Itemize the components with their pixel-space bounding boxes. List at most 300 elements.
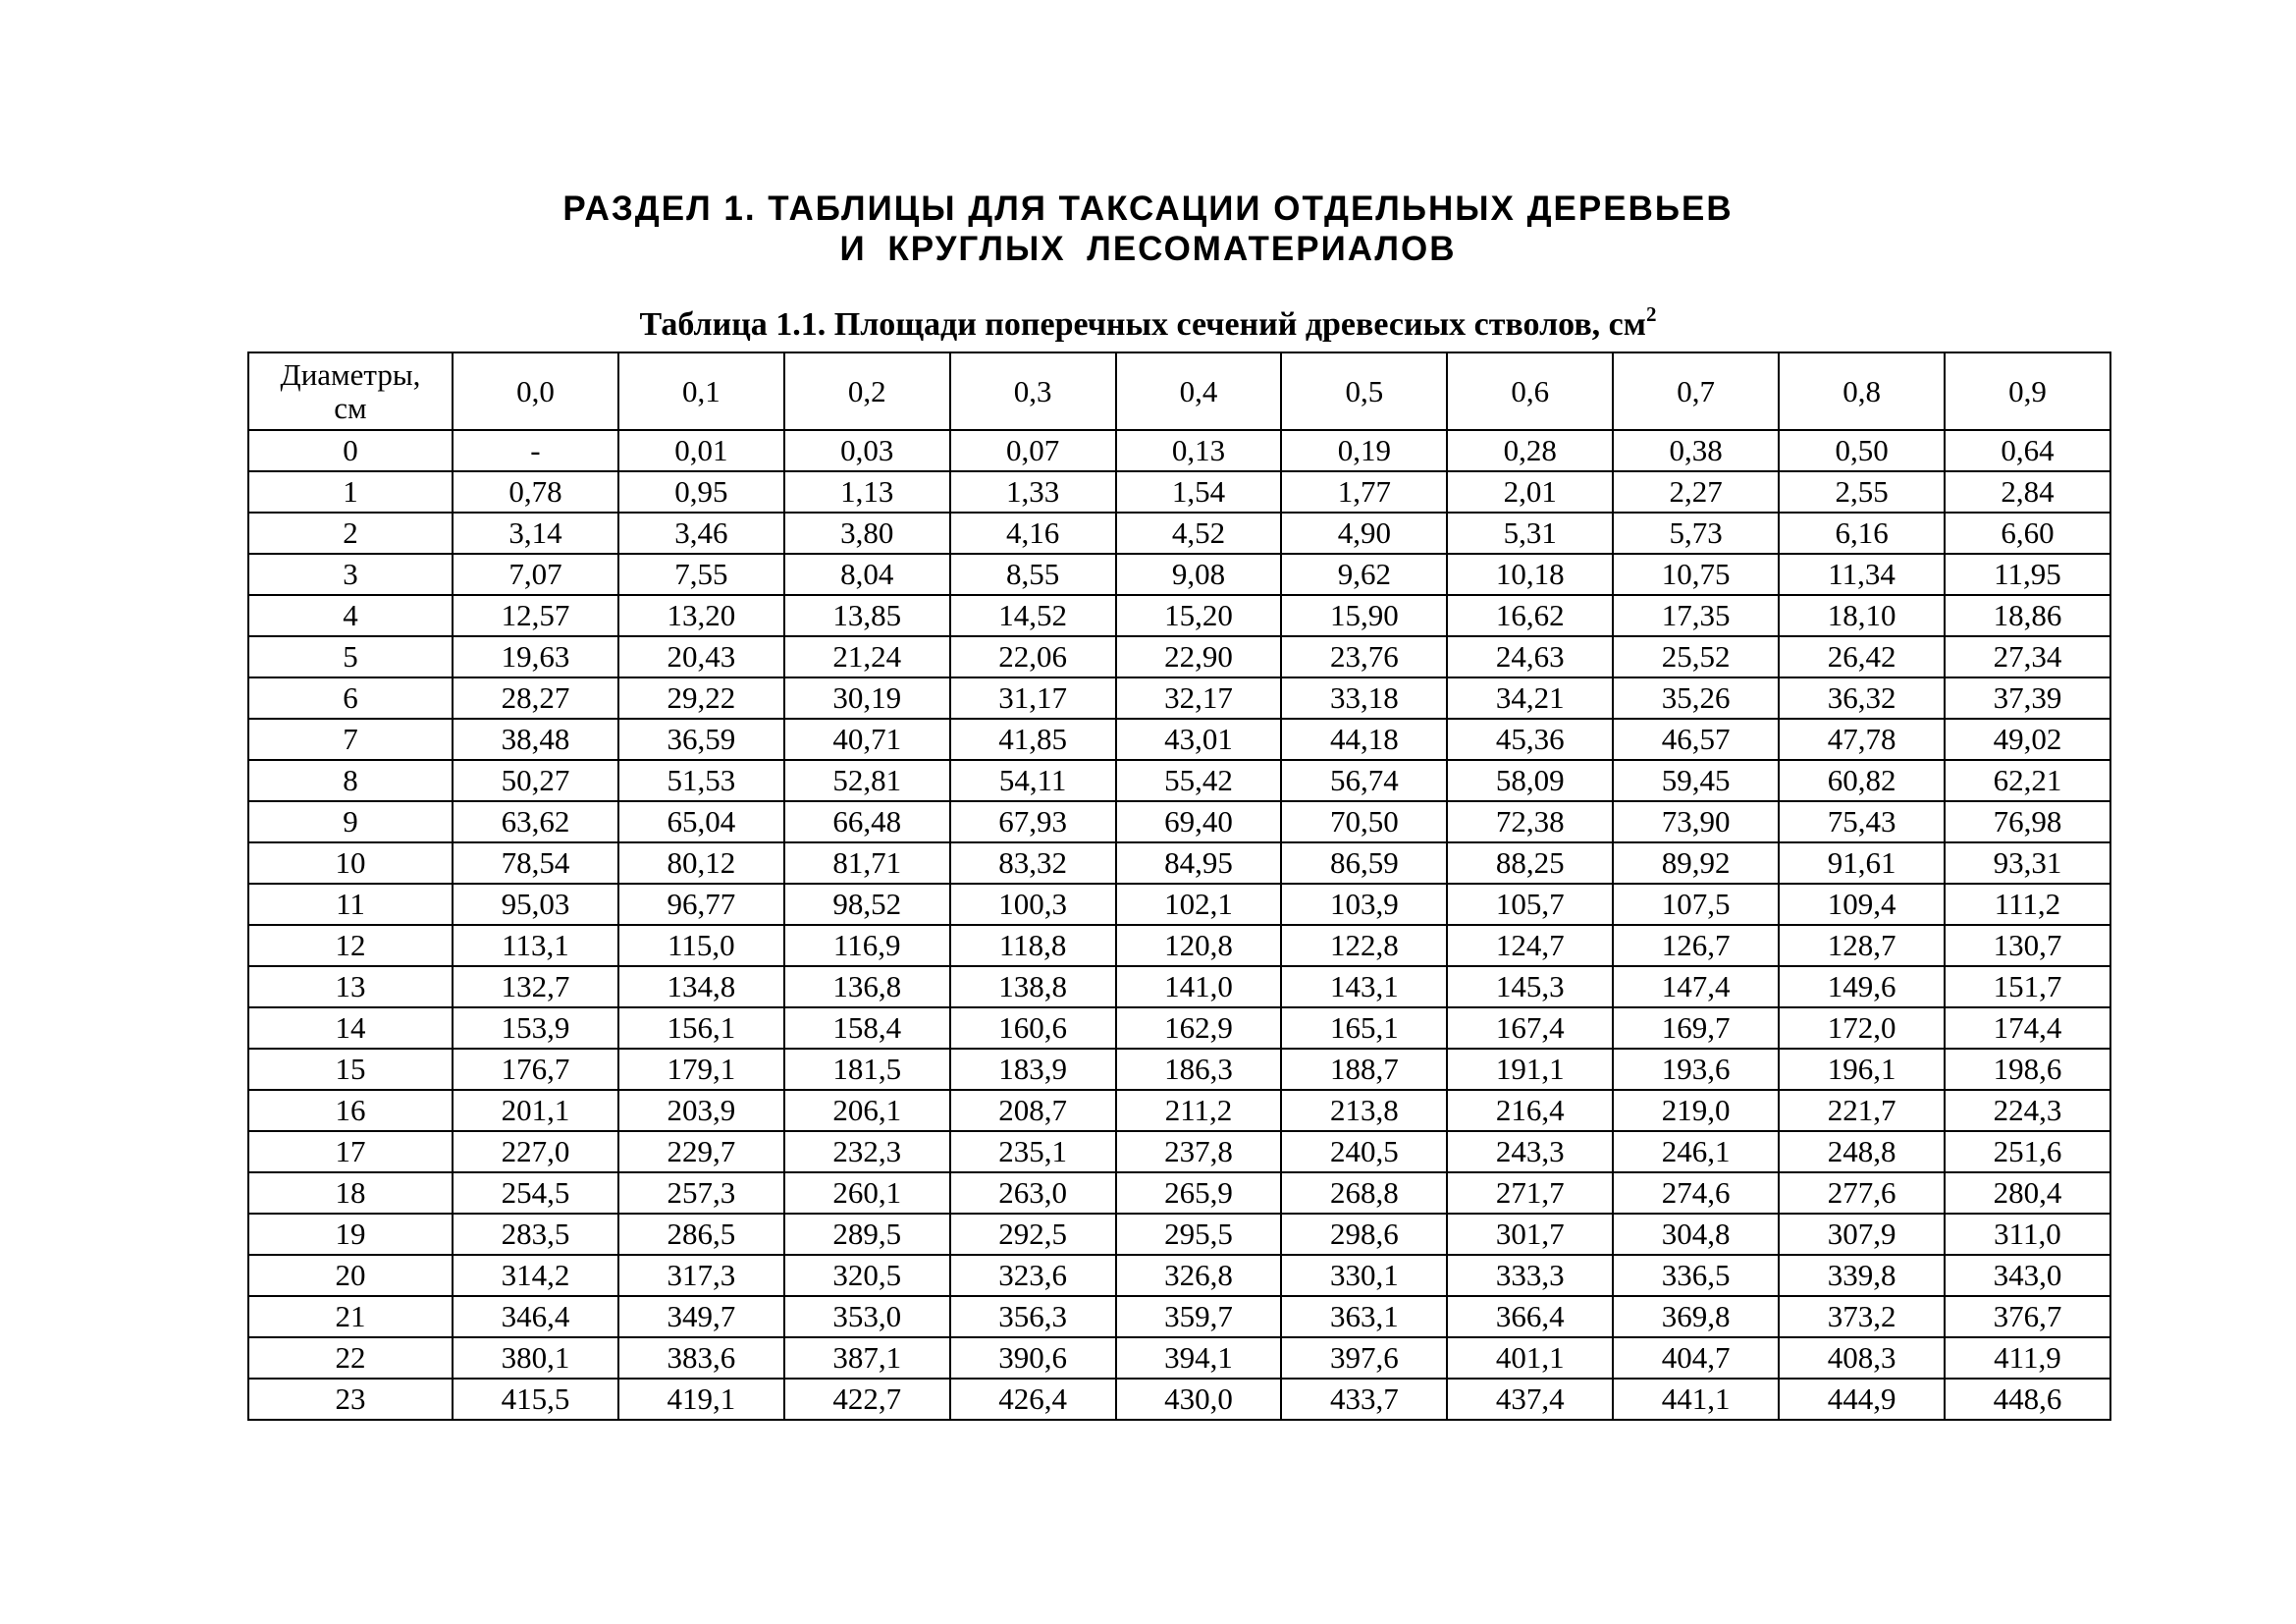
fraction-column-header: 0,6 — [1447, 352, 1613, 430]
area-value-cell: 174,4 — [1945, 1007, 2110, 1049]
table-row — [248, 1131, 2110, 1172]
area-value-cell: 397,6 — [1281, 1337, 1447, 1379]
area-value-cell: 141,0 — [1116, 966, 1282, 1007]
table-header-row — [248, 352, 2110, 430]
table-row — [248, 1214, 2110, 1255]
area-value-cell: 138,8 — [950, 966, 1116, 1007]
area-value-cell: 0,01 — [618, 430, 784, 471]
table-row — [248, 513, 2110, 554]
area-value-cell: 80,12 — [618, 842, 784, 884]
area-value-cell: 8,55 — [950, 554, 1116, 595]
area-value-cell: 102,1 — [1116, 884, 1282, 925]
area-value-cell: 34,21 — [1447, 677, 1613, 719]
area-value-cell: 120,8 — [1116, 925, 1282, 966]
area-value-cell: 95,03 — [453, 884, 618, 925]
area-value-cell: 3,14 — [453, 513, 618, 554]
diameter-cell: 15 — [248, 1049, 453, 1090]
area-value-cell: 70,50 — [1281, 801, 1447, 842]
area-value-cell: 31,17 — [950, 677, 1116, 719]
area-value-cell: 4,90 — [1281, 513, 1447, 554]
diameter-cell: 21 — [248, 1296, 453, 1337]
table-row — [248, 801, 2110, 842]
area-value-cell: 349,7 — [618, 1296, 784, 1337]
diameter-cell: 2 — [248, 513, 453, 554]
area-value-cell: 323,6 — [950, 1255, 1116, 1296]
area-value-cell: 29,22 — [618, 677, 784, 719]
area-value-cell: 229,7 — [618, 1131, 784, 1172]
area-value-cell: 0,28 — [1447, 430, 1613, 471]
area-value-cell: 373,2 — [1779, 1296, 1945, 1337]
fraction-column-header: 0,0 — [453, 352, 618, 430]
area-value-cell: 46,57 — [1613, 719, 1779, 760]
area-value-cell: 221,7 — [1779, 1090, 1945, 1131]
area-value-cell: 254,5 — [453, 1172, 618, 1214]
area-value-cell: 176,7 — [453, 1049, 618, 1090]
fraction-column-header: 0,5 — [1281, 352, 1447, 430]
area-value-cell: 28,27 — [453, 677, 618, 719]
diameter-cell: 22 — [248, 1337, 453, 1379]
area-value-cell: 18,10 — [1779, 595, 1945, 636]
cross-section-area-table — [247, 352, 2111, 1421]
area-value-cell: 50,27 — [453, 760, 618, 801]
area-value-cell: 383,6 — [618, 1337, 784, 1379]
diameter-cell: 20 — [248, 1255, 453, 1296]
area-value-cell: 235,1 — [950, 1131, 1116, 1172]
area-value-cell: 158,4 — [784, 1007, 950, 1049]
area-value-cell: 33,18 — [1281, 677, 1447, 719]
area-value-cell: 314,2 — [453, 1255, 618, 1296]
area-value-cell: 0,50 — [1779, 430, 1945, 471]
area-value-cell: 11,95 — [1945, 554, 2110, 595]
area-value-cell: 69,40 — [1116, 801, 1282, 842]
area-value-cell: 124,7 — [1447, 925, 1613, 966]
fraction-column-header: 0,7 — [1613, 352, 1779, 430]
table-row — [248, 1172, 2110, 1214]
area-value-cell: 55,42 — [1116, 760, 1282, 801]
area-value-cell: 408,3 — [1779, 1337, 1945, 1379]
area-value-cell: 0,03 — [784, 430, 950, 471]
area-value-cell: 246,1 — [1613, 1131, 1779, 1172]
area-value-cell: 93,31 — [1945, 842, 2110, 884]
area-value-cell: 0,38 — [1613, 430, 1779, 471]
area-value-cell: 311,0 — [1945, 1214, 2110, 1255]
area-value-cell: 263,0 — [950, 1172, 1116, 1214]
area-value-cell: 72,38 — [1447, 801, 1613, 842]
area-value-cell: 83,32 — [950, 842, 1116, 884]
diameter-cell: 0 — [248, 430, 453, 471]
area-value-cell: 14,52 — [950, 595, 1116, 636]
area-value-cell: 86,59 — [1281, 842, 1447, 884]
area-value-cell: 422,7 — [784, 1379, 950, 1420]
area-value-cell: 390,6 — [950, 1337, 1116, 1379]
area-value-cell: 268,8 — [1281, 1172, 1447, 1214]
area-value-cell: 36,59 — [618, 719, 784, 760]
area-value-cell: 17,35 — [1613, 595, 1779, 636]
diameter-cell: 16 — [248, 1090, 453, 1131]
diameter-header-unit: см — [334, 390, 367, 425]
area-value-cell: 73,90 — [1613, 801, 1779, 842]
area-value-cell: 0,07 — [950, 430, 1116, 471]
area-value-cell: 8,04 — [784, 554, 950, 595]
area-value-cell: 330,1 — [1281, 1255, 1447, 1296]
table-caption-superscript: 2 — [1645, 302, 1657, 326]
area-value-cell: 15,20 — [1116, 595, 1282, 636]
area-value-cell: 23,76 — [1281, 636, 1447, 677]
area-value-cell: 295,5 — [1116, 1214, 1282, 1255]
fraction-column-header: 0,4 — [1116, 352, 1282, 430]
area-value-cell: 78,54 — [453, 842, 618, 884]
table-row — [248, 842, 2110, 884]
area-value-cell: 65,04 — [618, 801, 784, 842]
area-value-cell: 394,1 — [1116, 1337, 1282, 1379]
area-value-cell: 52,81 — [784, 760, 950, 801]
diameter-header-label: Диаметры, — [280, 356, 421, 392]
area-value-cell: 115,0 — [618, 925, 784, 966]
area-value-cell: 301,7 — [1447, 1214, 1613, 1255]
area-value-cell: 353,0 — [784, 1296, 950, 1337]
area-value-cell: 143,1 — [1281, 966, 1447, 1007]
area-value-cell: 96,77 — [618, 884, 784, 925]
diameter-cell: 3 — [248, 554, 453, 595]
area-value-cell: 118,8 — [950, 925, 1116, 966]
area-value-cell: 151,7 — [1945, 966, 2110, 1007]
diameter-cell: 13 — [248, 966, 453, 1007]
area-value-cell: 232,3 — [784, 1131, 950, 1172]
area-value-cell: 18,86 — [1945, 595, 2110, 636]
area-value-cell: 339,8 — [1779, 1255, 1945, 1296]
area-value-cell: 75,43 — [1779, 801, 1945, 842]
area-value-cell: 6,60 — [1945, 513, 2110, 554]
area-value-cell: 1,54 — [1116, 471, 1282, 513]
area-value-cell: 5,31 — [1447, 513, 1613, 554]
table-row — [248, 925, 2110, 966]
area-value-cell: 156,1 — [618, 1007, 784, 1049]
area-value-cell: 76,98 — [1945, 801, 2110, 842]
area-value-cell: 41,85 — [950, 719, 1116, 760]
area-value-cell: 126,7 — [1613, 925, 1779, 966]
area-value-cell: 426,4 — [950, 1379, 1116, 1420]
area-value-cell: 304,8 — [1613, 1214, 1779, 1255]
area-value-cell: 32,17 — [1116, 677, 1282, 719]
diameter-cell: 7 — [248, 719, 453, 760]
area-value-cell: 105,7 — [1447, 884, 1613, 925]
area-value-cell: 88,25 — [1447, 842, 1613, 884]
area-value-cell: 437,4 — [1447, 1379, 1613, 1420]
area-value-cell: 198,6 — [1945, 1049, 2110, 1090]
diameter-cell: 9 — [248, 801, 453, 842]
area-value-cell: 193,6 — [1613, 1049, 1779, 1090]
area-value-cell: 153,9 — [453, 1007, 618, 1049]
area-value-cell: 1,77 — [1281, 471, 1447, 513]
area-value-cell: 40,71 — [784, 719, 950, 760]
area-value-cell: 433,7 — [1281, 1379, 1447, 1420]
area-value-cell: 21,24 — [784, 636, 950, 677]
area-value-cell: 188,7 — [1281, 1049, 1447, 1090]
area-value-cell: 132,7 — [453, 966, 618, 1007]
area-value-cell: 136,8 — [784, 966, 950, 1007]
area-value-cell: 145,3 — [1447, 966, 1613, 1007]
diameter-cell: 4 — [248, 595, 453, 636]
area-value-cell: 162,9 — [1116, 1007, 1282, 1049]
area-value-cell: 333,3 — [1447, 1255, 1613, 1296]
area-value-cell: 0,95 — [618, 471, 784, 513]
area-value-cell: 128,7 — [1779, 925, 1945, 966]
area-value-cell: 376,7 — [1945, 1296, 2110, 1337]
area-value-cell: 0,64 — [1945, 430, 2110, 471]
table-caption — [0, 302, 2296, 345]
table-body — [248, 430, 2110, 1420]
table-row — [248, 1090, 2110, 1131]
area-value-cell: 401,1 — [1447, 1337, 1613, 1379]
area-value-cell: 122,8 — [1281, 925, 1447, 966]
area-value-cell: 179,1 — [618, 1049, 784, 1090]
area-value-cell: - — [453, 430, 618, 471]
area-value-cell: 16,62 — [1447, 595, 1613, 636]
area-value-cell: 283,5 — [453, 1214, 618, 1255]
area-value-cell: 149,6 — [1779, 966, 1945, 1007]
area-value-cell: 147,4 — [1613, 966, 1779, 1007]
table-row — [248, 1007, 2110, 1049]
table-caption-text: Таблица 1.1. Площади поперечных сечений древесиых стволов, см — [639, 306, 1646, 343]
section-heading-line-2: И КРУГЛЫХ ЛЕСОМАТЕРИАЛОВ — [839, 230, 1457, 268]
area-value-cell: 203,9 — [618, 1090, 784, 1131]
area-value-cell: 404,7 — [1613, 1337, 1779, 1379]
area-value-cell: 219,0 — [1613, 1090, 1779, 1131]
diameter-cell: 19 — [248, 1214, 453, 1255]
area-value-cell: 248,8 — [1779, 1131, 1945, 1172]
area-value-cell: 22,06 — [950, 636, 1116, 677]
area-value-cell: 59,45 — [1613, 760, 1779, 801]
area-value-cell: 224,3 — [1945, 1090, 2110, 1131]
table-row — [248, 719, 2110, 760]
area-value-cell: 359,7 — [1116, 1296, 1282, 1337]
area-value-cell: 36,32 — [1779, 677, 1945, 719]
area-value-cell: 280,4 — [1945, 1172, 2110, 1214]
area-value-cell: 448,6 — [1945, 1379, 2110, 1420]
area-value-cell: 67,93 — [950, 801, 1116, 842]
area-value-cell: 411,9 — [1945, 1337, 2110, 1379]
area-value-cell: 160,6 — [950, 1007, 1116, 1049]
diameter-cell: 18 — [248, 1172, 453, 1214]
area-value-cell: 100,3 — [950, 884, 1116, 925]
area-value-cell: 62,21 — [1945, 760, 2110, 801]
area-value-cell: 54,11 — [950, 760, 1116, 801]
area-value-cell: 30,19 — [784, 677, 950, 719]
area-value-cell: 1,13 — [784, 471, 950, 513]
fraction-column-header: 0,8 — [1779, 352, 1945, 430]
area-value-cell: 25,52 — [1613, 636, 1779, 677]
area-value-cell: 277,6 — [1779, 1172, 1945, 1214]
table-row — [248, 1296, 2110, 1337]
area-value-cell: 298,6 — [1281, 1214, 1447, 1255]
area-value-cell: 237,8 — [1116, 1131, 1282, 1172]
diameter-cell: 11 — [248, 884, 453, 925]
area-value-cell: 213,8 — [1281, 1090, 1447, 1131]
diameter-cell: 17 — [248, 1131, 453, 1172]
fraction-column-header: 0,1 — [618, 352, 784, 430]
area-value-cell: 2,01 — [1447, 471, 1613, 513]
area-value-cell: 257,3 — [618, 1172, 784, 1214]
area-value-cell: 9,08 — [1116, 554, 1282, 595]
area-value-cell: 317,3 — [618, 1255, 784, 1296]
diameter-cell: 14 — [248, 1007, 453, 1049]
area-value-cell: 380,1 — [453, 1337, 618, 1379]
diameter-cell: 5 — [248, 636, 453, 677]
section-heading — [0, 189, 2296, 269]
area-value-cell: 289,5 — [784, 1214, 950, 1255]
table-row — [248, 595, 2110, 636]
area-value-cell: 191,1 — [1447, 1049, 1613, 1090]
area-value-cell: 49,02 — [1945, 719, 2110, 760]
area-value-cell: 369,8 — [1613, 1296, 1779, 1337]
area-value-cell: 103,9 — [1281, 884, 1447, 925]
area-value-cell: 45,36 — [1447, 719, 1613, 760]
area-value-cell: 307,9 — [1779, 1214, 1945, 1255]
area-value-cell: 343,0 — [1945, 1255, 2110, 1296]
area-value-cell: 346,4 — [453, 1296, 618, 1337]
area-value-cell: 43,01 — [1116, 719, 1282, 760]
area-value-cell: 134,8 — [618, 966, 784, 1007]
area-value-cell: 271,7 — [1447, 1172, 1613, 1214]
area-value-cell: 3,80 — [784, 513, 950, 554]
area-value-cell: 22,90 — [1116, 636, 1282, 677]
table-row — [248, 471, 2110, 513]
area-value-cell: 10,75 — [1613, 554, 1779, 595]
table-row — [248, 554, 2110, 595]
area-value-cell: 51,53 — [618, 760, 784, 801]
area-value-cell: 169,7 — [1613, 1007, 1779, 1049]
fraction-column-header: 0,2 — [784, 352, 950, 430]
area-value-cell: 444,9 — [1779, 1379, 1945, 1420]
area-value-cell: 4,16 — [950, 513, 1116, 554]
area-value-cell: 81,71 — [784, 842, 950, 884]
area-value-cell: 26,42 — [1779, 636, 1945, 677]
area-value-cell: 441,1 — [1613, 1379, 1779, 1420]
area-value-cell: 38,48 — [453, 719, 618, 760]
area-value-cell: 186,3 — [1116, 1049, 1282, 1090]
area-value-cell: 89,92 — [1613, 842, 1779, 884]
area-value-cell: 113,1 — [453, 925, 618, 966]
area-value-cell: 366,4 — [1447, 1296, 1613, 1337]
area-value-cell: 7,55 — [618, 554, 784, 595]
area-value-cell: 265,9 — [1116, 1172, 1282, 1214]
area-value-cell: 19,63 — [453, 636, 618, 677]
area-value-cell: 56,74 — [1281, 760, 1447, 801]
area-value-cell: 107,5 — [1613, 884, 1779, 925]
area-value-cell: 243,3 — [1447, 1131, 1613, 1172]
area-value-cell: 4,52 — [1116, 513, 1282, 554]
area-value-cell: 326,8 — [1116, 1255, 1282, 1296]
table-row — [248, 1255, 2110, 1296]
diameter-column-header — [248, 352, 453, 430]
area-value-cell: 363,1 — [1281, 1296, 1447, 1337]
area-value-cell: 286,5 — [618, 1214, 784, 1255]
area-value-cell: 320,5 — [784, 1255, 950, 1296]
section-heading-line-1: РАЗДЕЛ 1. ТАБЛИЦЫ ДЛЯ ТАКСАЦИИ ОТДЕЛЬНЫХ ДЕРЕВЬЕВ — [562, 189, 1734, 228]
area-value-cell: 0,19 — [1281, 430, 1447, 471]
area-value-cell: 274,6 — [1613, 1172, 1779, 1214]
area-value-cell: 3,46 — [618, 513, 784, 554]
table-row — [248, 760, 2110, 801]
area-value-cell: 196,1 — [1779, 1049, 1945, 1090]
area-value-cell: 84,95 — [1116, 842, 1282, 884]
table-row — [248, 1049, 2110, 1090]
area-value-cell: 415,5 — [453, 1379, 618, 1420]
area-value-cell: 419,1 — [618, 1379, 784, 1420]
area-value-cell: 201,1 — [453, 1090, 618, 1131]
area-value-cell: 91,61 — [1779, 842, 1945, 884]
area-value-cell: 15,90 — [1281, 595, 1447, 636]
fraction-column-header: 0,9 — [1945, 352, 2110, 430]
area-value-cell: 98,52 — [784, 884, 950, 925]
area-value-cell: 111,2 — [1945, 884, 2110, 925]
table-row — [248, 430, 2110, 471]
area-value-cell: 251,6 — [1945, 1131, 2110, 1172]
area-value-cell: 216,4 — [1447, 1090, 1613, 1131]
area-value-cell: 0,13 — [1116, 430, 1282, 471]
area-value-cell: 24,63 — [1447, 636, 1613, 677]
area-value-cell: 336,5 — [1613, 1255, 1779, 1296]
area-value-cell: 211,2 — [1116, 1090, 1282, 1131]
area-value-cell: 27,34 — [1945, 636, 2110, 677]
area-value-cell: 58,09 — [1447, 760, 1613, 801]
area-value-cell: 240,5 — [1281, 1131, 1447, 1172]
diameter-cell: 12 — [248, 925, 453, 966]
area-value-cell: 60,82 — [1779, 760, 1945, 801]
area-value-cell: 2,55 — [1779, 471, 1945, 513]
area-value-cell: 37,39 — [1945, 677, 2110, 719]
area-value-cell: 35,26 — [1613, 677, 1779, 719]
area-value-cell: 356,3 — [950, 1296, 1116, 1337]
area-value-cell: 44,18 — [1281, 719, 1447, 760]
diameter-cell: 10 — [248, 842, 453, 884]
table-row — [248, 1337, 2110, 1379]
area-value-cell: 6,16 — [1779, 513, 1945, 554]
area-value-cell: 130,7 — [1945, 925, 2110, 966]
area-value-cell: 5,73 — [1613, 513, 1779, 554]
area-value-cell: 181,5 — [784, 1049, 950, 1090]
area-value-cell: 1,33 — [950, 471, 1116, 513]
area-value-cell: 12,57 — [453, 595, 618, 636]
table-row — [248, 884, 2110, 925]
area-value-cell: 165,1 — [1281, 1007, 1447, 1049]
area-value-cell: 10,18 — [1447, 554, 1613, 595]
area-value-cell: 109,4 — [1779, 884, 1945, 925]
area-value-cell: 11,34 — [1779, 554, 1945, 595]
table-header — [248, 352, 2110, 430]
diameter-cell: 23 — [248, 1379, 453, 1420]
area-value-cell: 430,0 — [1116, 1379, 1282, 1420]
area-value-cell: 208,7 — [950, 1090, 1116, 1131]
diameter-cell: 1 — [248, 471, 453, 513]
area-value-cell: 7,07 — [453, 554, 618, 595]
area-value-cell: 292,5 — [950, 1214, 1116, 1255]
area-value-cell: 9,62 — [1281, 554, 1447, 595]
area-value-cell: 260,1 — [784, 1172, 950, 1214]
table-row — [248, 677, 2110, 719]
area-value-cell: 2,27 — [1613, 471, 1779, 513]
area-value-cell: 227,0 — [453, 1131, 618, 1172]
area-value-cell: 167,4 — [1447, 1007, 1613, 1049]
area-value-cell: 13,20 — [618, 595, 784, 636]
area-value-cell: 206,1 — [784, 1090, 950, 1131]
area-value-cell: 20,43 — [618, 636, 784, 677]
area-value-cell: 0,78 — [453, 471, 618, 513]
diameter-cell: 6 — [248, 677, 453, 719]
area-value-cell: 387,1 — [784, 1337, 950, 1379]
area-value-cell: 172,0 — [1779, 1007, 1945, 1049]
fraction-column-header: 0,3 — [950, 352, 1116, 430]
